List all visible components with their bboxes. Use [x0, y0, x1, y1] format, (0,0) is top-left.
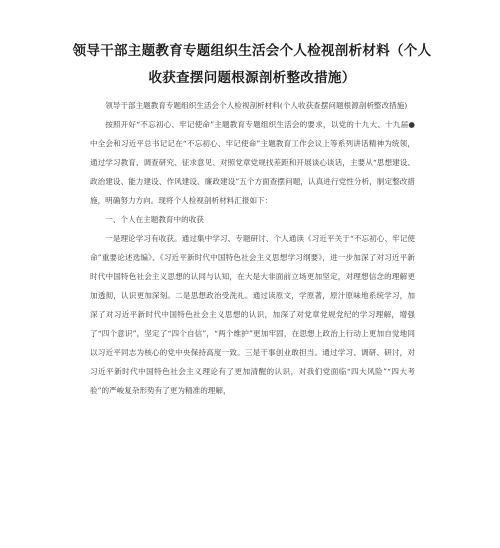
paragraph-gains: 一是理论学习有收获。通过集中学习、专题研讨、个人通读《习近平关于“不忘初心、牢记使命”重要论述选编》、《习近平新时代中国特色社会主义思想学习纲要》，进一步加深了对习近平新时代中国特色社会主义思想的认同与认知，在大是大非面前立场更加坚定，对理想信念的理解更加透彻，认识更加深刻。二是思想政治受洗礼。通过读原文，学原著，原汁原味地系统学习，加深了对习近平新时代中国特色社会主义思想的认识，加深了对党章党规党纪的学习理解，增强了“四个意识”，坚定了“四个自信”，“两个维护”更加牢固，在思想上政治上行动上更加自觉地同以习近平同志为核心的党中央保持高度一致。三是干事创业敢担当。通过学习、调研、研讨，对习近平新时代中国特色社会主义理论有了更加清醒的认识，对我们党面临“四大风险”“四大考验”的严峻复杂形势有了更为精准的理解，	[90, 234, 415, 395]
paragraph-subtitle: 领导干部主题教育专题组织生活会个人检视剖析材料(个人收获查摆问题根源剖析整改措施)	[105, 101, 408, 110]
paragraph-intro: 按照开好“不忘初心、牢记使命”主题教育专题组织生活会的要求，以党的十九大、十九届●中全会和习近平总书记记在“不忘初心、牢记使命”主题教育工作会议上等系列讲话精神为统领，通过学习教育、调查研究、征求意见、对照党章党规找差距和开展谈心谈话，主要从“思想建设、政治建设、能力建设、作风建设、廉政建设”五个方面查摆问题，认真进行党性分析，制定整改措施，明确努力方向。现将个人检视剖析材料汇报如下：	[90, 120, 415, 205]
section-heading-1: 一、个人在主题教育中的收获	[105, 215, 204, 224]
document-body	[90, 96, 415, 400]
document-title: 领导干部主题教育专题组织生活会个人检视剖析材料（个人收获查摆问题根源剖析整改措施）	[72, 43, 432, 86]
